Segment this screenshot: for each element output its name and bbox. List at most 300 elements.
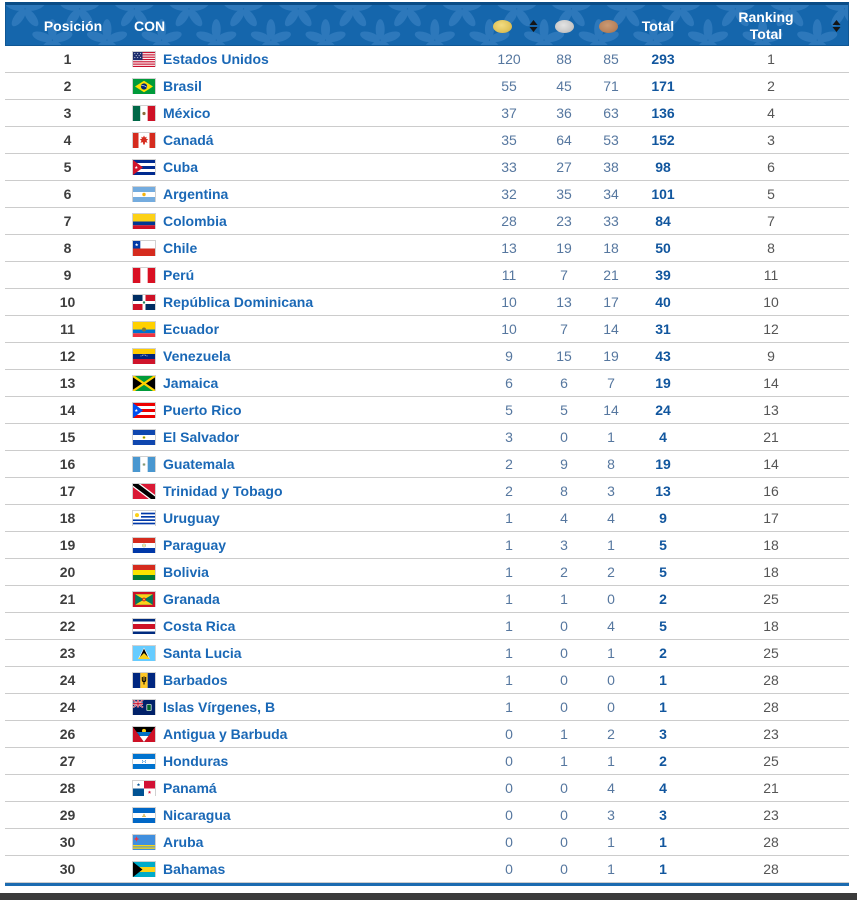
position-value: 3 [63, 105, 72, 121]
ranking-total-value: 28 [763, 699, 779, 715]
flag-icon-pr [133, 403, 155, 418]
total-count: 3 [659, 807, 667, 823]
table-row [5, 640, 849, 667]
total-count: 2 [659, 753, 667, 769]
country-link[interactable]: Venezuela [163, 348, 231, 364]
total-count: 9 [659, 510, 667, 526]
silver-count: 45 [556, 78, 572, 94]
gold-count: 1 [505, 537, 513, 553]
country-cell [130, 429, 467, 445]
ranking-total-value: 3 [767, 132, 775, 148]
gold-count: 2 [505, 456, 513, 472]
table-row [5, 694, 849, 721]
country-cell [130, 672, 467, 688]
table-bottom-border [5, 883, 849, 886]
total-count: 5 [659, 618, 667, 634]
country-cell [130, 780, 467, 796]
table-row [5, 667, 849, 694]
position-value: 29 [59, 807, 76, 823]
bronze-count: 53 [603, 132, 619, 148]
country-link[interactable]: Perú [163, 267, 195, 283]
table-row [5, 829, 849, 856]
gold-count: 0 [505, 834, 513, 850]
gold-count: 0 [505, 753, 513, 769]
total-count: 40 [655, 294, 671, 310]
total-count: 1 [659, 834, 667, 850]
ranking-total-value: 25 [763, 591, 779, 607]
gold-count: 2 [505, 483, 513, 499]
position-value: 10 [59, 294, 76, 310]
total-count: 293 [651, 51, 675, 67]
flag-icon-lc [133, 646, 155, 661]
header-con[interactable]: CON [134, 17, 166, 34]
country-link[interactable]: Honduras [163, 753, 229, 769]
position-value: 18 [59, 510, 76, 526]
flag-icon-ar [133, 187, 155, 202]
position-value: 24 [59, 699, 76, 715]
total-count: 19 [655, 375, 671, 391]
total-count: 84 [655, 213, 671, 229]
bronze-count: 71 [603, 78, 619, 94]
position-value: 2 [63, 78, 72, 94]
bronze-count: 1 [607, 537, 615, 553]
flag-icon-ag [133, 727, 155, 742]
silver-count: 9 [560, 456, 568, 472]
silver-count: 6 [560, 375, 568, 391]
total-count: 152 [651, 132, 675, 148]
total-count: 39 [655, 267, 671, 283]
position-value: 30 [59, 861, 76, 877]
flag-icon-co [133, 214, 155, 229]
ranking-total-value: 10 [763, 294, 779, 310]
country-cell [130, 348, 467, 364]
silver-count: 88 [556, 51, 572, 67]
gold-count: 55 [501, 78, 517, 94]
table-row [5, 721, 849, 748]
position-value: 27 [59, 753, 76, 769]
position-value: 11 [60, 321, 75, 337]
bronze-count: 34 [603, 186, 619, 202]
flag-icon-bo [133, 565, 155, 580]
table-row [5, 478, 849, 505]
gold-count: 6 [505, 375, 513, 391]
gold-count: 0 [505, 861, 513, 877]
country-cell [130, 591, 467, 607]
table-row [5, 532, 849, 559]
total-count: 171 [651, 78, 675, 94]
flag-icon-uy [133, 511, 155, 526]
flag-icon-ni [133, 808, 155, 823]
total-count: 13 [655, 483, 671, 499]
country-cell [130, 564, 467, 580]
ranking-total-value: 13 [763, 402, 779, 418]
bronze-count: 85 [603, 51, 619, 67]
ranking-total-value: 7 [767, 213, 775, 229]
table-row [5, 586, 849, 613]
total-count: 19 [655, 456, 671, 472]
table-row [5, 235, 849, 262]
silver-count: 8 [560, 483, 568, 499]
ranking-total-value: 16 [763, 483, 779, 499]
table-row [5, 397, 849, 424]
country-link[interactable]: Guatemala [163, 456, 235, 472]
gold-count: 120 [497, 51, 521, 67]
table-row [5, 424, 849, 451]
flag-icon-bb [133, 673, 155, 688]
flag-icon-mx [133, 106, 155, 121]
country-link[interactable]: Trinidad y Tobago [163, 483, 283, 499]
bronze-count: 19 [603, 348, 619, 364]
country-cell [130, 537, 467, 553]
silver-count: 0 [560, 834, 568, 850]
position-value: 12 [59, 348, 76, 364]
flag-icon-tt [133, 484, 155, 499]
flag-icon-vg [133, 700, 155, 715]
bronze-count: 1 [607, 834, 615, 850]
header-total[interactable]: Total [641, 17, 675, 34]
country-cell [130, 753, 467, 769]
gold-count: 1 [505, 564, 513, 580]
flag-icon-py [133, 538, 155, 553]
gold-count: 9 [505, 348, 513, 364]
bronze-count: 4 [607, 618, 615, 634]
flag-icon-ec [133, 322, 155, 337]
total-count: 4 [659, 780, 667, 796]
flag-icon-gt [133, 457, 155, 472]
table-row [5, 181, 849, 208]
country-link[interactable]: Argentina [163, 186, 229, 202]
table-row [5, 370, 849, 397]
gold-count: 0 [505, 726, 513, 742]
country-cell [130, 618, 467, 634]
country-cell [130, 726, 467, 742]
position-value: 19 [59, 537, 76, 553]
sort-icon[interactable] [832, 19, 841, 33]
position-value: 22 [59, 618, 76, 634]
flag-icon-cl [133, 241, 155, 256]
ranking-total-value: 11 [763, 267, 779, 283]
position-value: 13 [59, 375, 76, 391]
flag-icon-gd [133, 592, 155, 607]
table-row [5, 775, 849, 802]
total-count: 98 [655, 159, 671, 175]
ranking-total-value: 28 [763, 672, 779, 688]
silver-count: 64 [556, 132, 572, 148]
silver-count: 3 [560, 537, 568, 553]
table-body [5, 46, 849, 883]
country-cell [130, 375, 467, 391]
total-count: 43 [655, 348, 671, 364]
gold-count: 1 [505, 618, 513, 634]
flag-icon-cr [133, 619, 155, 634]
flag-icon-pa [133, 781, 155, 796]
country-link[interactable]: Ecuador [163, 321, 220, 337]
ranking-total-value: 1 [767, 51, 775, 67]
position-value: 8 [63, 240, 72, 256]
country-link[interactable]: Chile [163, 240, 198, 256]
position-value: 5 [63, 159, 72, 175]
country-link[interactable]: Cuba [163, 159, 198, 175]
bronze-count: 18 [603, 240, 619, 256]
position-value: 24 [59, 672, 76, 688]
table-row [5, 613, 849, 640]
bronze-count: 8 [607, 456, 615, 472]
total-count: 1 [659, 672, 667, 688]
country-cell [130, 861, 467, 877]
ranking-total-value: 18 [763, 564, 779, 580]
position-value: 21 [59, 591, 76, 607]
gold-count: 1 [505, 699, 513, 715]
total-count: 3 [659, 726, 667, 742]
silver-medal-icon[interactable] [555, 20, 574, 33]
ranking-total-value: 9 [767, 348, 775, 364]
header-ranking-total[interactable]: Ranking Total [738, 9, 794, 42]
country-link[interactable]: Canadá [163, 132, 214, 148]
silver-count: 0 [560, 807, 568, 823]
country-cell [130, 213, 467, 229]
position-value: 30 [59, 834, 76, 850]
bronze-count: 2 [607, 726, 615, 742]
ranking-total-value: 14 [763, 375, 779, 391]
total-count: 24 [655, 402, 671, 418]
country-cell [130, 402, 467, 418]
ranking-total-value: 21 [763, 429, 779, 445]
country-link[interactable]: República Dominicana [163, 294, 314, 310]
position-value: 1 [63, 51, 72, 67]
country-link[interactable]: Barbados [163, 672, 228, 688]
ranking-total-value: 18 [763, 618, 779, 634]
table-row [5, 127, 849, 154]
country-cell [130, 51, 467, 67]
ranking-total-value: 21 [763, 780, 779, 796]
silver-count: 23 [556, 213, 572, 229]
silver-count: 0 [560, 645, 568, 661]
total-count: 2 [659, 591, 667, 607]
gold-count: 1 [505, 510, 513, 526]
total-count: 31 [655, 321, 671, 337]
country-link[interactable]: Aruba [163, 834, 204, 850]
country-link[interactable]: Islas Vírgenes, B [163, 699, 276, 715]
silver-count: 7 [560, 321, 568, 337]
silver-count: 36 [556, 105, 572, 121]
silver-count: 1 [560, 753, 568, 769]
country-link[interactable]: Brasil [163, 78, 202, 94]
flag-icon-hn [133, 754, 155, 769]
gold-count: 1 [505, 672, 513, 688]
country-cell [130, 645, 467, 661]
bronze-count: 63 [603, 105, 619, 121]
table-header [5, 2, 849, 46]
country-link[interactable]: Jamaica [163, 375, 219, 391]
bronze-count: 0 [607, 672, 615, 688]
country-link[interactable]: Uruguay [163, 510, 220, 526]
silver-count: 0 [560, 861, 568, 877]
bronze-count: 38 [603, 159, 619, 175]
country-cell [130, 456, 467, 472]
position-value: 14 [59, 402, 76, 418]
country-cell [130, 807, 467, 823]
bronze-medal-icon[interactable] [599, 20, 618, 33]
country-link[interactable]: Costa Rica [163, 618, 236, 634]
position-value: 17 [59, 483, 76, 499]
gold-count: 37 [501, 105, 517, 121]
gold-count: 0 [505, 780, 513, 796]
country-cell [130, 105, 467, 121]
silver-count: 0 [560, 780, 568, 796]
silver-count: 2 [560, 564, 568, 580]
silver-count: 15 [556, 348, 572, 364]
position-value: 23 [59, 645, 76, 661]
bronze-count: 21 [603, 267, 619, 283]
country-cell [130, 294, 467, 310]
table-row [5, 154, 849, 181]
gold-count: 32 [501, 186, 517, 202]
country-link[interactable]: Panamá [163, 780, 217, 796]
table-row [5, 748, 849, 775]
country-link[interactable]: Puerto Rico [163, 402, 242, 418]
country-cell [130, 240, 467, 256]
country-cell [130, 78, 467, 94]
position-value: 6 [63, 186, 72, 202]
total-count: 4 [659, 429, 667, 445]
ranking-total-value: 28 [763, 834, 779, 850]
gold-medal-icon[interactable] [493, 20, 512, 33]
flag-icon-ca [133, 133, 155, 148]
country-link[interactable]: Bahamas [163, 861, 226, 877]
flag-icon-aw [133, 835, 155, 850]
ranking-total-value: 8 [767, 240, 775, 256]
table-row [5, 559, 849, 586]
bottom-dark-bar [0, 893, 857, 900]
country-link[interactable]: Antigua y Barbuda [163, 726, 288, 742]
country-link[interactable]: Granada [163, 591, 220, 607]
ranking-total-value: 14 [763, 456, 779, 472]
total-count: 2 [659, 645, 667, 661]
ranking-total-value: 4 [767, 105, 775, 121]
bronze-count: 3 [607, 807, 615, 823]
total-count: 5 [659, 537, 667, 553]
country-cell [130, 510, 467, 526]
flag-icon-jm [133, 376, 155, 391]
position-value: 4 [63, 132, 72, 148]
table-row [5, 316, 849, 343]
country-cell [130, 834, 467, 850]
bronze-count: 3 [607, 483, 615, 499]
country-link[interactable]: Bolivia [163, 564, 209, 580]
bronze-count: 1 [607, 753, 615, 769]
flag-icon-pe [133, 268, 155, 283]
country-cell [130, 159, 467, 175]
silver-count: 35 [556, 186, 572, 202]
medal-table [5, 2, 849, 886]
silver-count: 1 [560, 591, 568, 607]
bronze-count: 1 [607, 861, 615, 877]
silver-count: 19 [556, 240, 572, 256]
flag-icon-do [133, 295, 155, 310]
ranking-total-value: 23 [763, 726, 779, 742]
bronze-count: 4 [607, 780, 615, 796]
gold-count: 13 [501, 240, 517, 256]
table-row [5, 343, 849, 370]
position-value: 7 [63, 213, 72, 229]
table-row [5, 289, 849, 316]
country-link[interactable]: El Salvador [163, 429, 240, 445]
country-link[interactable]: Estados Unidos [163, 51, 269, 67]
bronze-count: 1 [607, 429, 615, 445]
position-value: 9 [63, 267, 72, 283]
flag-icon-bs [133, 862, 155, 877]
bronze-count: 1 [607, 645, 615, 661]
position-value: 15 [59, 429, 76, 445]
flower-pattern-decoration [6, 5, 848, 45]
gold-count: 10 [501, 321, 517, 337]
ranking-total-value: 23 [763, 807, 779, 823]
gold-count: 1 [505, 591, 513, 607]
flag-icon-us [133, 52, 155, 67]
ranking-total-value: 28 [763, 861, 779, 877]
country-link[interactable]: México [163, 105, 211, 121]
gold-count: 28 [501, 213, 517, 229]
sort-icon[interactable] [529, 19, 538, 33]
ranking-total-value: 6 [767, 159, 775, 175]
gold-count: 1 [505, 645, 513, 661]
bronze-count: 4 [607, 510, 615, 526]
gold-count: 10 [501, 294, 517, 310]
country-link[interactable]: Santa Lucia [163, 645, 242, 661]
table-row [5, 100, 849, 127]
total-count: 5 [659, 564, 667, 580]
bronze-count: 17 [603, 294, 619, 310]
ranking-total-value: 17 [763, 510, 779, 526]
position-value: 20 [59, 564, 76, 580]
country-link[interactable]: Nicaragua [163, 807, 231, 823]
ranking-total-value: 18 [763, 537, 779, 553]
country-cell [130, 321, 467, 337]
bronze-count: 2 [607, 564, 615, 580]
silver-count: 0 [560, 618, 568, 634]
bronze-count: 14 [603, 321, 619, 337]
header-posicion[interactable]: Posición [43, 17, 103, 34]
total-count: 136 [651, 105, 675, 121]
gold-count: 3 [505, 429, 513, 445]
gold-count: 0 [505, 807, 513, 823]
flag-icon-cu [133, 160, 155, 175]
ranking-total-value: 25 [763, 645, 779, 661]
ranking-total-value: 25 [763, 753, 779, 769]
silver-count: 5 [560, 402, 568, 418]
bronze-count: 14 [603, 402, 619, 418]
flag-icon-sv [133, 430, 155, 445]
country-link[interactable]: Paraguay [163, 537, 227, 553]
bronze-count: 0 [607, 699, 615, 715]
silver-count: 4 [560, 510, 568, 526]
flag-icon-ve [133, 349, 155, 364]
table-row [5, 856, 849, 883]
position-value: 26 [59, 726, 76, 742]
bronze-count: 7 [607, 375, 615, 391]
silver-count: 27 [556, 159, 572, 175]
flag-icon-br [133, 79, 155, 94]
total-count: 1 [659, 861, 667, 877]
table-row [5, 46, 849, 73]
table-row [5, 505, 849, 532]
silver-count: 0 [560, 699, 568, 715]
country-cell [130, 267, 467, 283]
table-row [5, 802, 849, 829]
country-link[interactable]: Colombia [163, 213, 227, 229]
position-value: 16 [59, 456, 76, 472]
gold-count: 35 [501, 132, 517, 148]
